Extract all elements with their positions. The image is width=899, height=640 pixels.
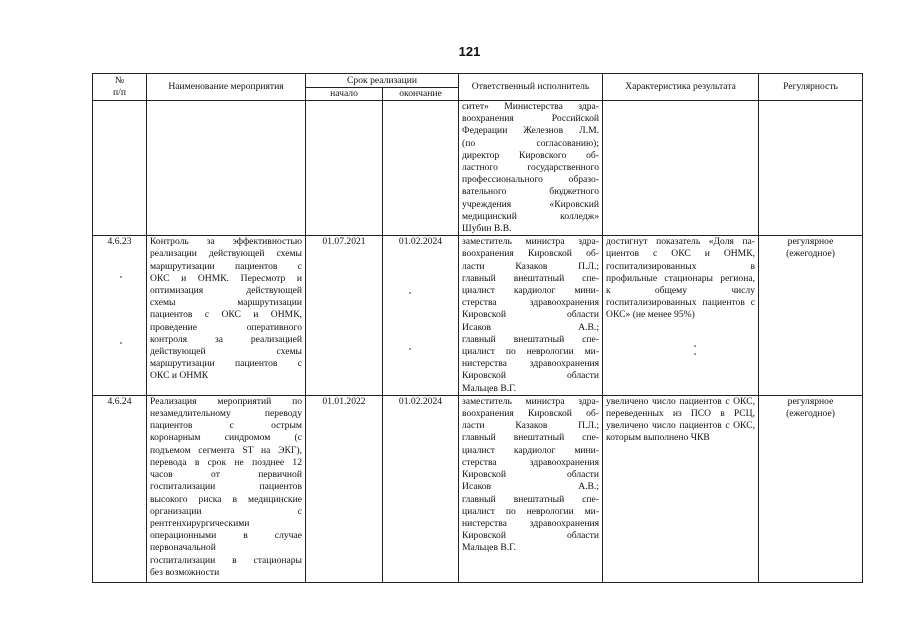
cell-result xyxy=(603,395,759,582)
cell-name-line: без возможности xyxy=(150,566,220,578)
cell-start: 01.07.2021 xyxy=(306,236,383,396)
cell-responsible-line: Кировской области xyxy=(462,370,600,382)
cell-name-line: первоначальной xyxy=(150,542,216,554)
cell-name-line: маршрутизации пациентов с xyxy=(150,260,302,272)
cell-responsible-line: главный внештатный спе- xyxy=(462,333,600,345)
cell-result-line: циентов с ОКС и ОНМК, xyxy=(606,248,756,260)
cell-name-line: ОКС и ОНМК xyxy=(150,370,209,382)
cell-name xyxy=(147,101,306,236)
header-name: Наименование мероприятия xyxy=(147,74,306,101)
cell-responsible-line: медицинский колледж» xyxy=(462,210,600,222)
header-responsible: Ответственный исполнитель xyxy=(459,74,603,101)
scan-artifact xyxy=(120,276,122,278)
cell-responsible-line: (по согласованию); xyxy=(462,137,600,149)
cell-regularity xyxy=(759,236,863,396)
cell-responsible-line: циалист кардиолог мини- xyxy=(462,444,600,456)
cell-result-line: госпитализированных в xyxy=(606,260,756,272)
cell-responsible-line: Кировской области xyxy=(462,530,600,542)
cell-name-line: операционными в случае xyxy=(150,530,302,542)
cell-responsible-line: Мальцев В.Г. xyxy=(462,382,517,394)
cell-name-line: рентгенхирургическими xyxy=(150,517,250,529)
cell-name-line: контроля за реализацией xyxy=(150,333,302,345)
cell-name-line: действующей схемы xyxy=(150,346,302,358)
scan-artifact xyxy=(120,342,122,344)
cell-name-line: проведение оперативного xyxy=(150,321,302,333)
cell-result-line: увеличено число пациентов с ОКС, xyxy=(606,420,756,432)
cell-responsible-line: воохранения Кировской об- xyxy=(462,408,600,420)
cell-responsible-line: заместитель министра здра- xyxy=(462,395,600,407)
cell-responsible-line: циалист по неврологии ми- xyxy=(462,505,600,517)
cell-responsible-line: директор Кировского об- xyxy=(462,149,600,161)
cell-start xyxy=(306,101,383,236)
header-period: Срок реализации xyxy=(306,74,459,88)
cell-name-line: ОКС и ОНМК. Пересмотр и xyxy=(150,272,302,284)
cell-result-line: профильные стационары региона, xyxy=(606,272,756,284)
scan-artifact xyxy=(694,353,696,355)
cell-responsible-line: ситет» Министерства здра- xyxy=(462,101,600,112)
cell-regularity-line: (ежегодное) xyxy=(786,408,835,420)
table-row xyxy=(93,395,863,582)
table-row xyxy=(93,101,863,236)
cell-responsible-line: учреждения «Кировский xyxy=(462,198,600,210)
cell-regularity xyxy=(759,101,863,236)
cell-responsible-line: главный внештатный спе- xyxy=(462,272,600,284)
header-result: Характеристика результата xyxy=(603,74,759,101)
cell-end xyxy=(383,101,459,236)
cell-responsible xyxy=(459,101,603,236)
cell-responsible xyxy=(459,236,603,396)
cell-responsible-line: Кировской области xyxy=(462,309,600,321)
cell-regularity xyxy=(759,395,863,582)
cell-responsible-line: циалист по неврологии ми- xyxy=(462,346,600,358)
cell-responsible-line: нистерства здравоохранения xyxy=(462,517,600,529)
cell-responsible-line: вательного бюджетного xyxy=(462,186,600,198)
cell-name-line: организации с xyxy=(150,505,302,517)
cell-name-line: схемы маршрутизации xyxy=(150,297,302,309)
cell-result-line: которым выполнено ЧКВ xyxy=(606,432,710,444)
cell-responsible-line: стерства здравоохранения xyxy=(462,456,600,468)
cell-result xyxy=(603,101,759,236)
cell-num: 4.6.24 xyxy=(93,395,147,582)
cell-name-line: маршрутизации пациентов с xyxy=(150,358,302,370)
cell-name-line: госпитализации пациентов xyxy=(150,481,302,493)
cell-num xyxy=(93,101,147,236)
cell-regularity-line: регулярное xyxy=(787,236,834,248)
cell-result xyxy=(603,236,759,396)
cell-responsible-line: Исаков А.В.; xyxy=(462,321,600,333)
cell-name-line: коронарным синдромом (с xyxy=(150,432,302,444)
cell-result-line: достигнут показатель «Доля па- xyxy=(606,236,756,248)
cell-name-line: пациентов с острым xyxy=(150,420,302,432)
cell-responsible-line: воохранения Российской xyxy=(462,113,600,125)
scan-artifact xyxy=(409,292,411,294)
cell-name-line: незамедлительному переводу xyxy=(150,408,302,420)
page-number: 121 xyxy=(458,44,481,59)
cell-responsible-line: нистерства здравоохранения xyxy=(462,358,600,370)
cell-name-line: Контроль за эффективностью xyxy=(150,236,302,248)
cell-regularity-line: (ежегодное) xyxy=(786,248,835,260)
cell-name-line: реализации действующей схемы xyxy=(150,248,302,260)
scan-artifact xyxy=(409,348,411,350)
header-end: окончание xyxy=(383,88,459,101)
cell-responsible xyxy=(459,395,603,582)
cell-name-line: высокого риска в медицинские xyxy=(150,493,302,505)
header-regularity: Регулярность xyxy=(759,74,863,101)
cell-result-line: к общему числу xyxy=(606,285,756,297)
cell-name-line: оптимизация действующей xyxy=(150,285,302,297)
cell-end: 01.02.2024 xyxy=(383,395,459,582)
header-start: начало xyxy=(306,88,383,101)
activities-table xyxy=(92,73,863,583)
cell-name xyxy=(147,236,306,396)
cell-result-line: увеличено число пациентов с ОКС, xyxy=(606,395,756,407)
cell-responsible-line: циалист кардиолог мини- xyxy=(462,285,600,297)
cell-responsible-line: главный внештатный спе- xyxy=(462,493,600,505)
cell-name-line: Реализация мероприятий по xyxy=(150,395,302,407)
cell-start: 01.01.2022 xyxy=(306,395,383,582)
cell-name-line: госпитализации в стационары xyxy=(150,554,302,566)
header-num: № п/п xyxy=(93,74,147,101)
cell-name-line: подъемом сегмента ST на ЭКГ), xyxy=(150,444,302,456)
cell-result-line: переведенных из ПСО в РСЦ, xyxy=(606,408,756,420)
cell-end: 01.02.2024 xyxy=(383,236,459,396)
cell-responsible-line: Федерации Железнов Л.М. xyxy=(462,125,600,137)
cell-responsible-line: Шубин В.В. xyxy=(462,223,512,235)
cell-name xyxy=(147,395,306,582)
cell-responsible-line: Мальцев В.Г. xyxy=(462,542,517,554)
cell-regularity-line: регулярное xyxy=(787,395,834,407)
cell-num: 4.6.23 xyxy=(93,236,147,396)
cell-responsible-line: главный внештатный спе- xyxy=(462,432,600,444)
cell-responsible-line: профессионального образо- xyxy=(462,174,600,186)
cell-responsible-line: Кировской области xyxy=(462,469,600,481)
cell-responsible-line: ластного государственного xyxy=(462,162,600,174)
cell-responsible-line: Исаков А.В.; xyxy=(462,481,600,493)
scan-artifact xyxy=(694,345,696,347)
cell-name-line: перевода в срок не позднее 12 xyxy=(150,456,302,468)
cell-result-line: ОКС» (не менее 95%) xyxy=(606,309,695,321)
cell-responsible-line: ласти Казаков П.Л.; xyxy=(462,260,600,272)
cell-name-line: часов от первичной xyxy=(150,469,302,481)
cell-responsible-line: заместитель министра здра- xyxy=(462,236,600,248)
cell-responsible-line: воохранения Кировской об- xyxy=(462,248,600,260)
table-row xyxy=(93,236,863,396)
cell-responsible-line: ласти Казаков П.Л.; xyxy=(462,420,600,432)
cell-name-line: пациентов с ОКС и ОНМК, xyxy=(150,309,302,321)
cell-result-line: госпитализированных пациентов с xyxy=(606,297,756,309)
cell-responsible-line: стерства здравоохранения xyxy=(462,297,600,309)
